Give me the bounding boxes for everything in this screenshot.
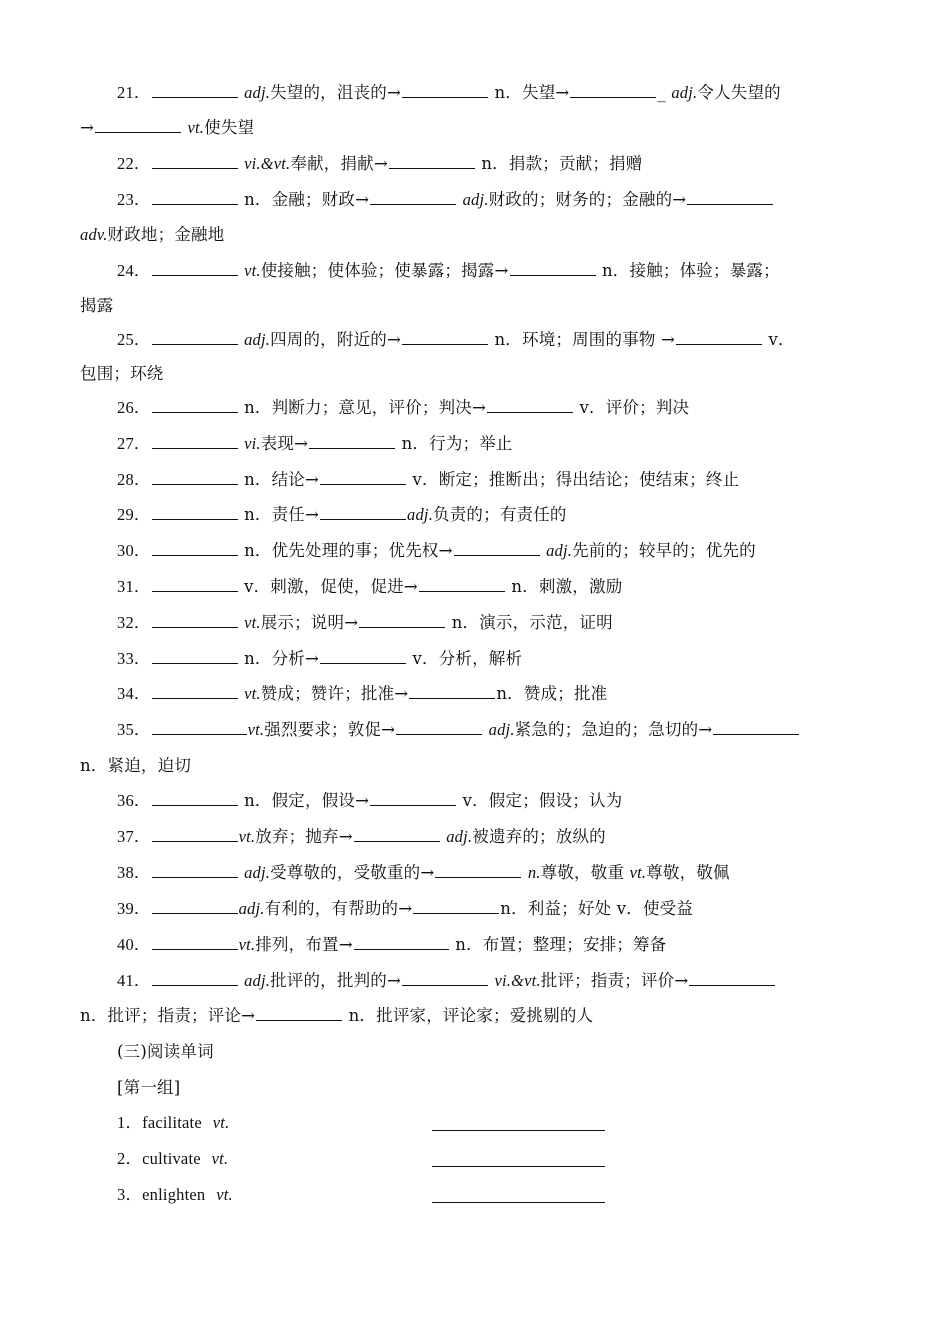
item-24-cont: 揭露 (80, 296, 114, 315)
fill-blank[interactable] (320, 466, 406, 485)
fill-blank[interactable] (152, 326, 238, 345)
fill-blank[interactable] (689, 967, 775, 986)
item-41-cont: n．批评；指责；评论→ n．批评家，评论家；爱挑剔的人 (80, 1001, 872, 1031)
answer-blank[interactable] (432, 1130, 605, 1131)
fill-blank[interactable] (320, 645, 406, 664)
reading-item-1: 1．facilitate vt. (117, 1113, 230, 1132)
fill-blank[interactable] (152, 787, 238, 806)
item-34: 34． vt.赞成；赞许；批准→ n．赞成；批准 (117, 679, 872, 709)
fill-blank[interactable] (454, 537, 540, 556)
fill-blank[interactable] (687, 186, 773, 205)
fill-blank[interactable] (413, 895, 499, 914)
fill-blank[interactable] (152, 394, 238, 413)
fill-blank[interactable] (152, 150, 238, 169)
item-38: 38． adj.受尊敬的，受敬重的→ n.尊敬，敬重 vt.尊敬，敬佩 (117, 858, 872, 888)
fill-blank[interactable] (152, 573, 238, 592)
item-36: 36． n．假定，假设→ v．假定；假设；认为 (117, 786, 872, 816)
item-41: 41． adj.批评的，批判的→ vi.&vt.批评；指责；评价→ (117, 966, 872, 996)
fill-blank[interactable] (487, 394, 573, 413)
fill-blank[interactable] (152, 501, 238, 520)
item-37: 37． vt.放弃；抛弃→ adj.被遗弃的；放纵的 (117, 822, 872, 852)
fill-blank[interactable] (152, 716, 247, 735)
fill-blank[interactable] (152, 430, 238, 449)
reading-item-3: 3．enlighten vt. (117, 1185, 233, 1204)
item-40: 40． vt.排列，布置→ n．布置；整理；安排；筹备 (117, 930, 872, 960)
item-39: 39． adj.有利的，有帮助的→ n．利益；好处 v．使受益 (117, 894, 872, 924)
fill-blank[interactable] (152, 895, 238, 914)
fill-blank[interactable] (152, 537, 238, 556)
item-28: 28． n．结论→ v．断定；推断出；得出结论；使结束；终止 (117, 465, 872, 495)
item-21: 21． adj.失望的，沮丧的→ n．失望→ _ adj.令人失望的 (117, 78, 872, 108)
fill-blank[interactable] (510, 257, 596, 276)
item-27: 27． vi.表现→ n．行为；举止 (117, 429, 872, 459)
fill-blank[interactable] (389, 150, 475, 169)
fill-blank[interactable] (95, 114, 181, 133)
answer-blank[interactable] (432, 1166, 605, 1167)
fill-blank[interactable] (152, 645, 238, 664)
item-25-cont: 包围；环绕 (80, 364, 164, 383)
fill-blank[interactable] (152, 466, 238, 485)
fill-blank[interactable] (152, 186, 238, 205)
item-23-cont: adv.财政地；金融地 (80, 225, 225, 244)
fill-blank[interactable] (359, 609, 445, 628)
fill-blank[interactable] (152, 79, 238, 98)
fill-blank[interactable] (152, 931, 238, 950)
item-30: 30． n．优先处理的事；优先权→ adj.先前的；较早的；优先的 (117, 536, 872, 566)
group-label: [第一组] (117, 1078, 181, 1097)
fill-blank[interactable] (152, 609, 238, 628)
fill-blank[interactable] (396, 716, 482, 735)
fill-blank[interactable] (409, 680, 495, 699)
fill-blank[interactable] (152, 823, 238, 842)
fill-blank[interactable] (354, 931, 449, 950)
fill-blank[interactable] (370, 186, 456, 205)
fill-blank[interactable] (402, 967, 488, 986)
section-title: (三)阅读单词 (117, 1042, 214, 1061)
item-33: 33． n．分析→ v．分析，解析 (117, 644, 872, 674)
fill-blank[interactable] (152, 859, 238, 878)
item-22: 22． vi.&vt.奉献，捐献→ n．捐款；贡献；捐赠 (117, 149, 872, 179)
fill-blank[interactable] (309, 430, 395, 449)
fill-blank[interactable] (152, 967, 238, 986)
fill-blank[interactable] (152, 257, 238, 276)
fill-blank[interactable] (419, 573, 505, 592)
reading-item-2: 2．cultivate vt. (117, 1149, 229, 1168)
fill-blank[interactable] (435, 859, 521, 878)
item-24: 24． vt.使接触；使体验；使暴露；揭露→ n．接触；体验；暴露； (117, 256, 872, 286)
item-32: 32． vt.展示；说明→ n．演示，示范，证明 (117, 608, 872, 638)
fill-blank[interactable] (713, 716, 799, 735)
fill-blank[interactable] (354, 823, 440, 842)
fill-blank[interactable] (152, 680, 238, 699)
item-25: 25． adj.四周的，附近的→ n．环境；周围的事物 → v． (117, 325, 872, 355)
item-29: 29． n．责任→ adj.负责的；有责任的 (117, 500, 872, 530)
item-26: 26． n．判断力；意见，评价；判决→ v．评价；判决 (117, 393, 872, 423)
fill-blank[interactable] (676, 326, 762, 345)
fill-blank[interactable] (402, 79, 488, 98)
item-21-cont: → vt.使失望 (80, 113, 872, 143)
fill-blank[interactable] (256, 1002, 342, 1021)
fill-blank[interactable] (402, 326, 488, 345)
item-35-cont: n．紧迫，迫切 (80, 756, 192, 775)
fill-blank[interactable] (370, 787, 456, 806)
answer-blank[interactable] (432, 1202, 605, 1203)
item-23: 23． n．金融；财政→ adj.财政的；财务的；金融的→ (117, 185, 872, 215)
fill-blank[interactable] (570, 79, 656, 98)
item-31: 31． v．刺激，促使，促进→ n．刺激，激励 (117, 572, 872, 602)
fill-blank[interactable] (320, 501, 406, 520)
item-35: 35． vt.强烈要求；敦促→ adj.紧急的；急迫的；急切的→ (117, 715, 872, 745)
